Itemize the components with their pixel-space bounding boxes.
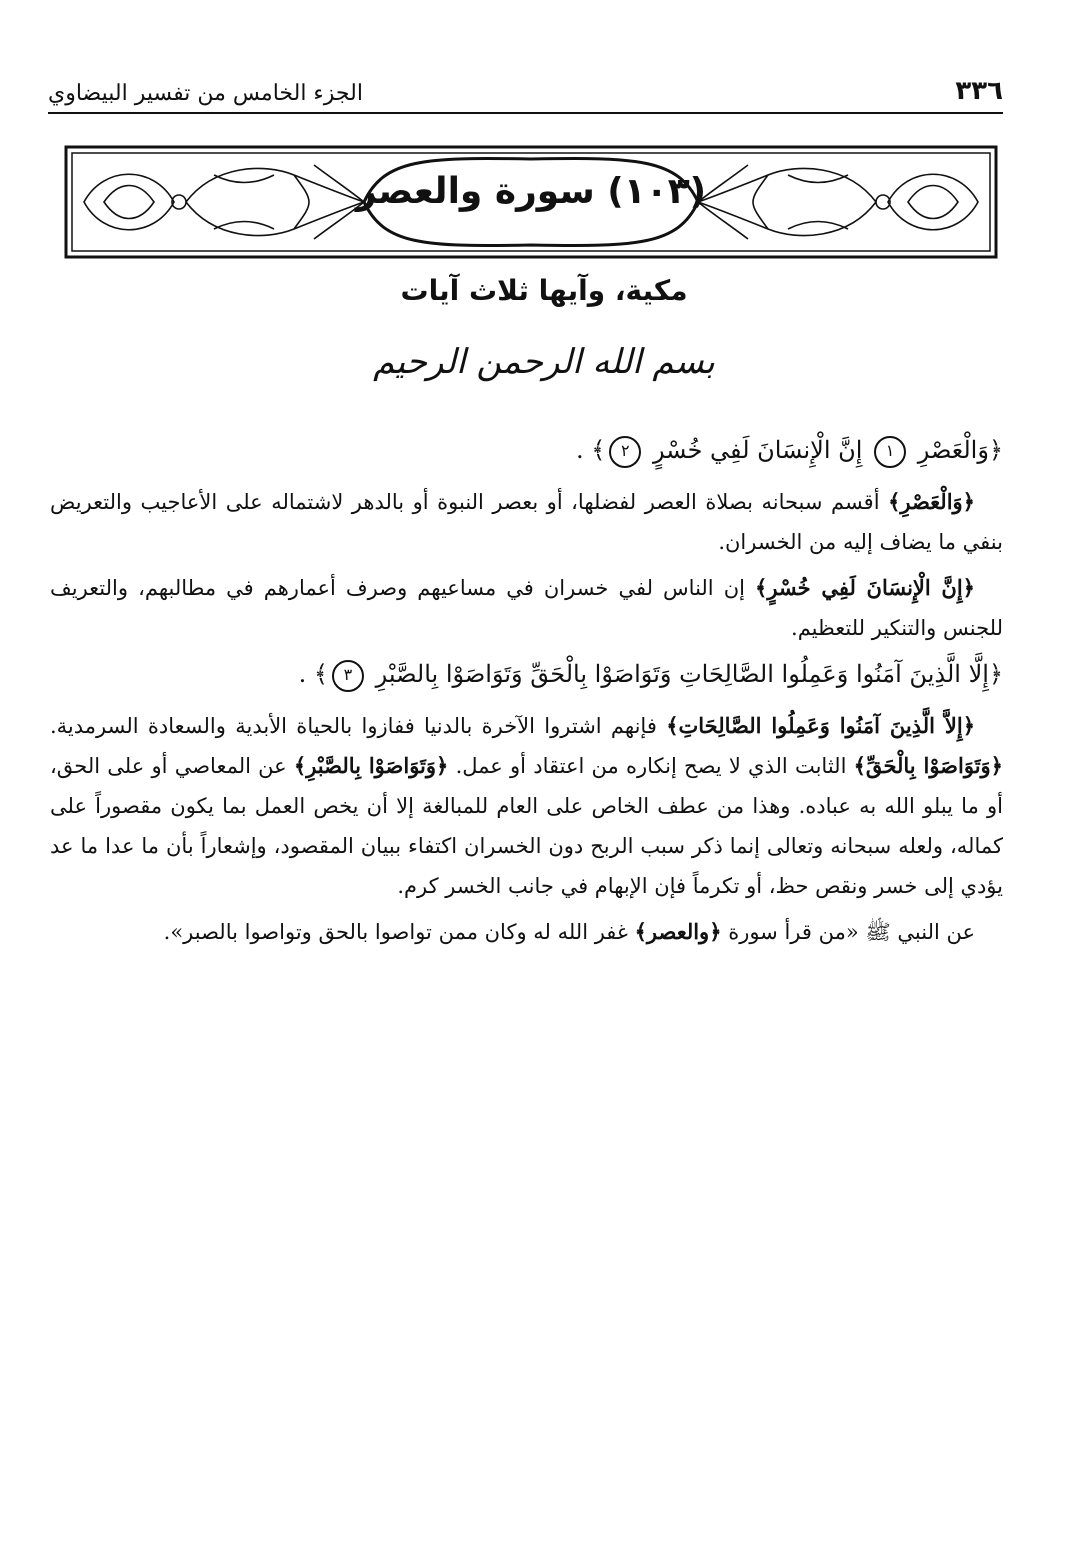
ayah-number-marker: ٢ [609,436,641,468]
page-number: ٣٣٦ [955,76,1003,106]
quoted-verse: ﴿وَتَوَاصَوْا بِالْحَقِّ﴾ [853,753,1003,778]
quoted-verse: ﴿إِلاَّ الَّذِينَ آمَنُوا وَعَمِلُوا الصَّالِحَاتِ﴾ [666,713,975,738]
commentary-paragraph [50,568,1003,648]
quoted-verse: ﴿وَالْعَصْرِ﴾ [888,489,975,514]
commentary-paragraph [50,482,1003,562]
hadith-paragraph [50,912,1003,952]
running-title: الجزء الخامس من تفسير البيضاوي [48,81,363,106]
basmala: بسم الله الرحمن الرحيم [373,342,715,382]
verse-text: إِنَّ الْإِنسَانَ لَفِي خُسْرٍ [652,436,863,464]
verse-close-bracket: ﴾ . [575,436,606,464]
verse-open-bracket: ﴿ [988,660,1003,688]
ayah-number-marker: ٣ [332,660,364,692]
verse-1-2 [50,430,1003,470]
page-header [48,66,1003,114]
commentary-text: عن النبي ﷺ «من قرأ سورة [721,920,975,944]
verse-close-bracket: ﴾ . [298,660,328,688]
commentary-text: عن المعاصي أو على الحق، أو ما يبلو الله به عباده. وهذا من عطف الخاص على العام للمبالغة إلا أن يخص العمل بما يكون مقصوراً على كماله، ولعله سبحانه وتعالى إنما ذكر سبب الربح دون الخسران اكتفاء ببيان المقصود، وإشعاراً بأن ما عدا ما عد يؤدي إلى خسر ونقص حظ، أو تكرماً فإن الإبهام في جانب الخسر كرم. [50,754,1003,898]
verse-text: إِلَّا الَّذِينَ آمَنُوا وَعَمِلُوا الصَّالِحَاتِ وَتَوَاصَوْا بِالْحَقِّ وَتَوَاصَوْا بِالصَّبْرِ [375,660,989,688]
commentary-paragraph [50,706,1003,906]
surah-banner [64,145,998,259]
ayah-number-marker: ١ [874,436,906,468]
surah-title: (١٠٣) سورة والعصر [355,171,707,212]
commentary-text: الثابت الذي لا يصح إنكاره من اعتقاد أو عمل. [448,754,854,778]
quoted-verse: ﴿والعصر﴾ [634,919,722,944]
commentary-text: إن الناس لفي خسران في مساعيهم وصرف أعمارهم في مطالبهم، والتعريف للجنس والتنكير للتعظيم. [50,576,1003,640]
commentary-body [50,430,1003,958]
verse-text: وَالْعَصْرِ [917,436,989,464]
commentary-text: أقسم سبحانه بصلاة العصر لفضلها، أو بعصر النبوة أو بالدهر لاشتماله على الأعاجيب والتعريض بنفي ما يضاف إليه من الخسران. [50,490,1003,554]
verse-open-bracket: ﴿ [988,436,1003,464]
quoted-verse: ﴿إِنَّ الْإِنسَانَ لَفِي خُسْرٍ﴾ [755,575,975,600]
quoted-verse: ﴿وَتَوَاصَوْا بِالصَّبْرِ﴾ [293,753,449,778]
verse-3 [50,654,1003,694]
commentary-text: فإنهم اشتروا الآخرة بالدنيا ففازوا بالحياة الأبدية والسعادة السرمدية. [50,714,667,738]
commentary-text: غفر الله له وكان ممن تواصوا بالحق وتواصوا بالصبر». [163,920,635,944]
surah-subtitle: مكية، وآيها ثلاث آيات [400,274,688,307]
